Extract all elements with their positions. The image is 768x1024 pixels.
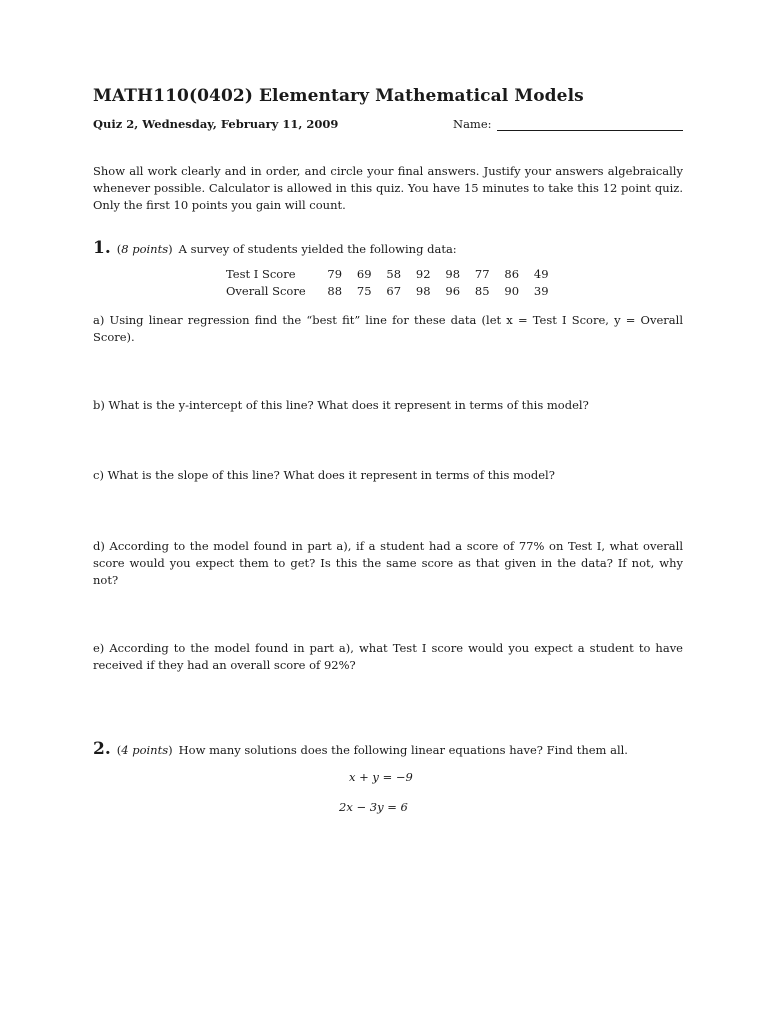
question-1-prompt: A survey of students yielded the following data:	[178, 242, 457, 256]
table-row	[222, 266, 556, 283]
table-cell: 96	[445, 284, 461, 298]
table-cell: 69	[356, 267, 372, 281]
table-cell: 90	[504, 284, 520, 298]
table-cell: 49	[533, 267, 549, 281]
table-row	[222, 283, 556, 300]
question-2-points: 4 points	[121, 743, 169, 757]
table-cell: 86	[504, 267, 520, 281]
question-1-number: 1.	[93, 238, 111, 258]
question-2-prompt: How many solutions does the following linear equations have? Find them all.	[178, 743, 628, 757]
row-label: Test I Score	[226, 267, 296, 281]
course-title: MATH110(0402) Elementary Mathematical Models	[93, 86, 584, 106]
row-label: Overall Score	[226, 284, 306, 298]
equation-1: x + y = −9	[349, 770, 413, 784]
table-cell: 98	[415, 284, 431, 298]
question-1-points: 8 points	[121, 242, 169, 256]
question-2-header: 2. (4 points) How many solutions does the following linear equations have? Find them all.	[93, 739, 628, 759]
table-cell: 98	[445, 267, 461, 281]
table-cell: 85	[474, 284, 490, 298]
question-1-part-a: a) Using linear regression find the “best fit” line for these data (let x = Test I Score, y = Overall Score).	[93, 313, 683, 344]
table-cell: 75	[356, 284, 372, 298]
equation-2: 2x − 3y = 6	[339, 800, 408, 814]
table-cell: 58	[386, 267, 402, 281]
table-cell: 92	[415, 267, 431, 281]
table-cell: 39	[533, 284, 549, 298]
survey-data-table	[222, 266, 556, 300]
name-blank-line	[497, 130, 683, 131]
question-1-part-b: b) What is the y-intercept of this line? What does it represent in terms of this model?	[93, 398, 589, 412]
instructions-paragraph: Show all work clearly and in order, and circle your final answers. Justify your answers algebraically whenever possible. Calculator is allowed in this quiz. You have 15 minutes to take this 12 point quiz. Only the first 10 points you gain will count.	[93, 164, 683, 212]
table-cell: 79	[327, 267, 343, 281]
question-1-part-d: d) According to the model found in part a), if a student had a score of 77% on Test I, what overall score would you expect them to get? Is this the same score as that given in the data? If not, why not?	[93, 539, 683, 587]
quiz-date-line: Quiz 2, Wednesday, February 11, 2009	[93, 117, 339, 131]
table-cell: 77	[474, 267, 490, 281]
name-label: Name:	[453, 117, 492, 131]
table-cell: 67	[386, 284, 402, 298]
question-1-header: 1. (8 points) A survey of students yielded the following data:	[93, 238, 457, 258]
question-1-part-e: e) According to the model found in part a), what Test I score would you expect a student to have received if they had an overall score of 92%?	[93, 641, 683, 672]
table-cell: 88	[327, 284, 343, 298]
question-2-number: 2.	[93, 739, 111, 759]
question-1-part-c: c) What is the slope of this line? What does it represent in terms of this model?	[93, 468, 555, 482]
